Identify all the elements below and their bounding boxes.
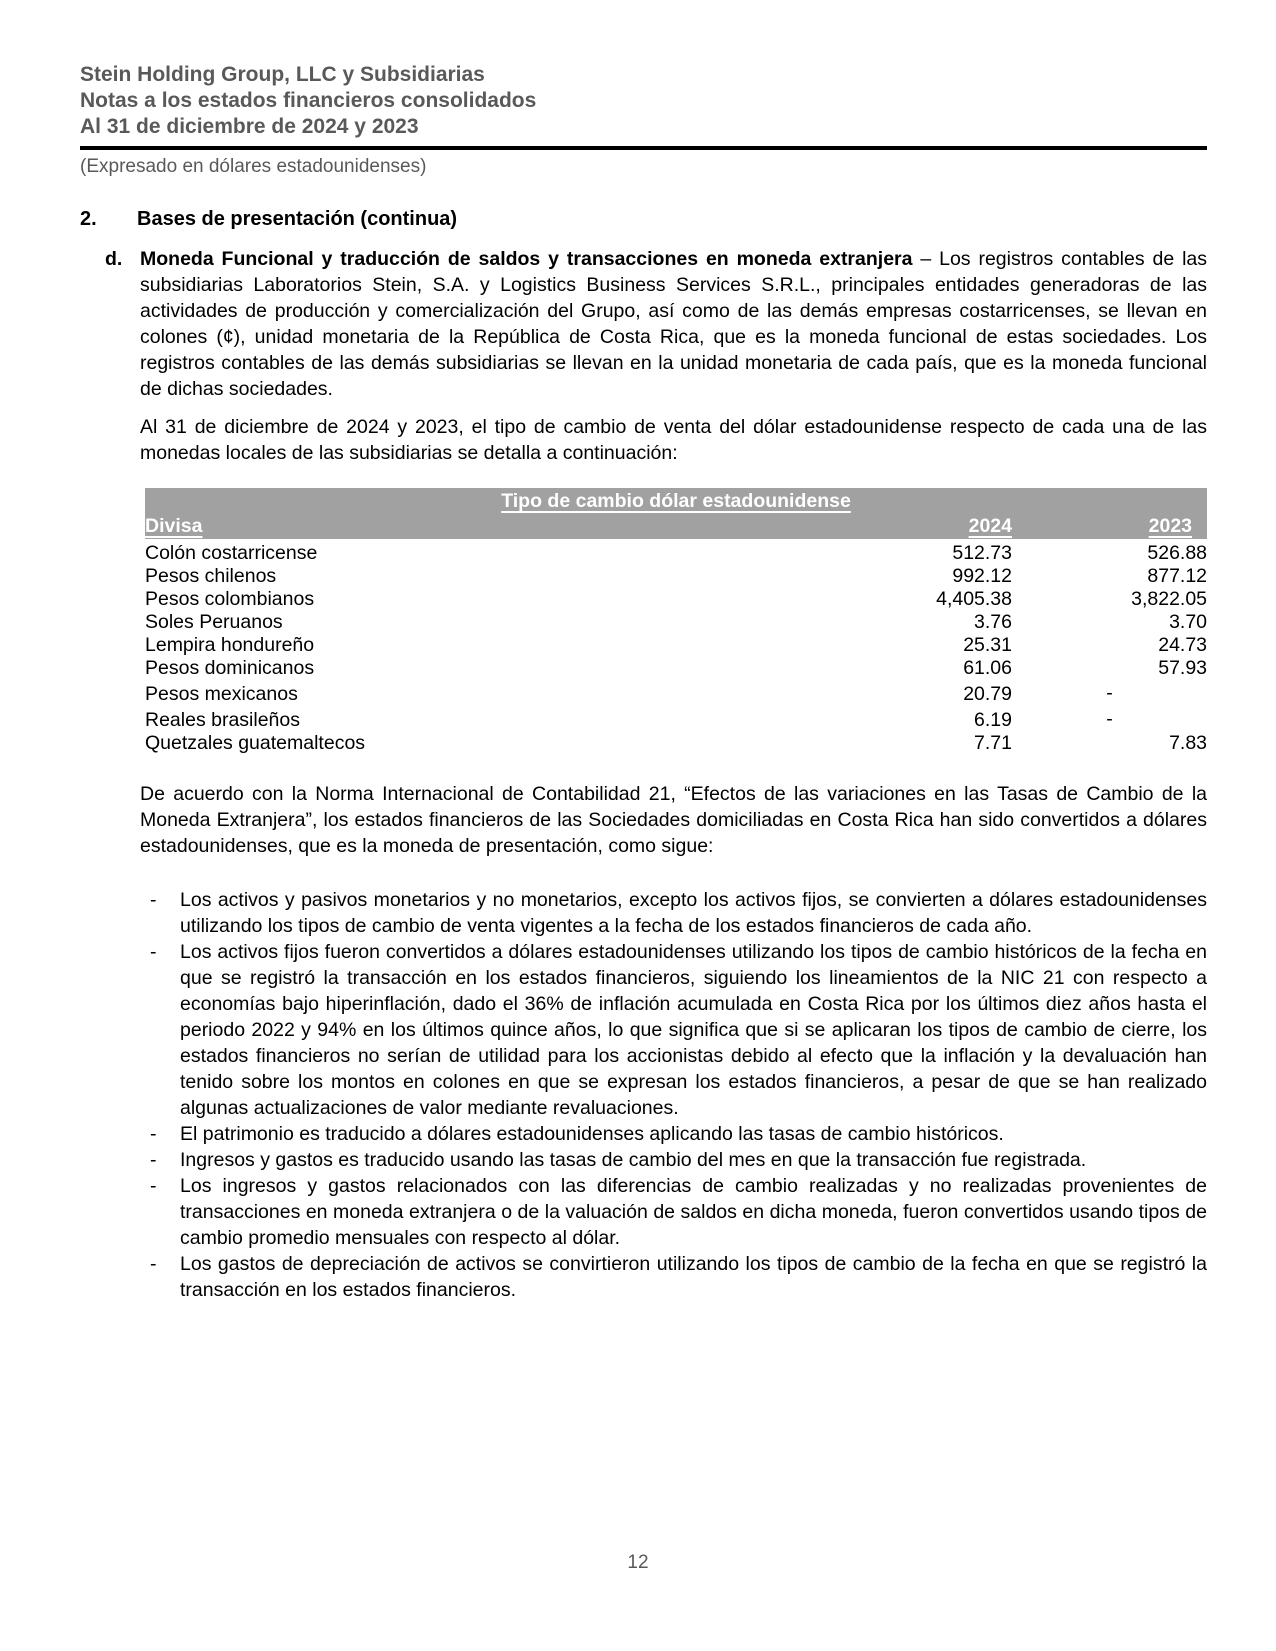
list-item — [150, 939, 1207, 1121]
company-name: Stein Holding Group, LLC y Subsidiarias — [80, 63, 485, 86]
cell-2023: 3.70 — [1169, 611, 1208, 633]
table-title: Tipo de cambio dólar estadounidense — [501, 490, 851, 512]
cell-2023: 24.73 — [1158, 634, 1208, 656]
header-divider-rule — [80, 146, 1207, 150]
bullet-text: Los activos y pasivos monetarios y no monetarios, excepto los activos fijos, se convierten a dólares estadounidenses utilizando los tipos de cambio de venta vigentes a la fecha de los estados financieros de cada año. — [180, 889, 1207, 937]
cell-2023: 877.12 — [1147, 565, 1208, 587]
cell-divisa: Lempira hondureño — [145, 634, 315, 656]
nic21-paragraph: De acuerdo con la Norma Internacional de Contabilidad 21, “Efectos de las variaciones en las Tasas de Cambio de la Moneda Extranjera”, los estados financieros de las Sociedades domiciliadas en Costa Rica han sido convertidos a dólares estadounidenses, que es la moneda de presentación, como sigue: — [140, 783, 1207, 857]
column-header-divisa: Divisa — [145, 514, 797, 539]
table-row — [145, 588, 1207, 611]
cell-divisa: Soles Peruanos — [145, 611, 283, 633]
column-header-2024: 2024 — [797, 514, 1012, 539]
cell-2024: 61.06 — [963, 657, 1012, 679]
bullet-text: Los gastos de depreciación de activos se convirtieron utilizando los tipos de cambio de la fecha en que se registró la transacción en los estados financieros. — [180, 1253, 1207, 1301]
list-item — [150, 1147, 1207, 1173]
bullet-text: Los ingresos y gastos relacionados con las diferencias de cambio realizadas y no realizadas provenientes de transacciones en moneda extranjera o de la valuación de saldos en dicha moneda, fueron convertidos usando tipos de cambio promedio mensuales con respecto al dólar. — [180, 1175, 1207, 1249]
cell-divisa: Pesos chilenos — [145, 565, 277, 587]
bullet-dash: - — [150, 1123, 157, 1145]
bullet-text: Ingresos y gastos es traducido usando las tasas de cambio del mes en que la transacción fue registrada. — [180, 1149, 1087, 1171]
cell-2023: 7.83 — [1169, 732, 1208, 754]
section-heading — [80, 206, 1207, 232]
bullet-text: Los activos fijos fueron convertidos a dólares estadounidenses utilizando los tipos de cambio históricos de la fecha en que se registró la transacción en los estados financieros, siguiendo los lineamientos de la NIC 21 con respecto a economías bajo hiperinflación, dado el 36% de inflación acumulada en Costa Rica por los últimos diez años hasta el periodo 2022 y 94% en los últimos quince años, lo que significa que si se aplicaran los tipos de cambio de cierre, los estados financieros no serían de utilidad para los accionistas debido al efecto que la inflación y la devaluación han tenido sobre los montos en colones en que se expresan los estados financieros, a pesar de que se han realizado algunas actualizaciones de valor mediante revaluaciones. — [180, 941, 1207, 1119]
document-header — [80, 62, 1207, 140]
section-title: Bases de presentación (continua) — [137, 208, 458, 230]
bullet-dash: - — [150, 1149, 157, 1171]
cell-divisa: Pesos colombianos — [145, 588, 315, 610]
cell-2023: 526.88 — [1147, 542, 1208, 564]
table-title-cell — [145, 488, 1207, 514]
bullet-dash: - — [150, 1253, 157, 1275]
cell-2024: 992.12 — [952, 565, 1012, 587]
list-item — [150, 1173, 1207, 1251]
table-row — [145, 732, 1207, 755]
subsection-d-body: – Los registros contables de las subsidiarias Laboratorios Stein, S.A. y Logistics Business Services S.R.L., principales entidades generadoras de las actividades de producción y comercialización del Grupo, así como de las demás empresas costarricenses, se llevan en colones (¢), unidad monetaria de la República de Costa Rica, que es la moneda funcional de estas sociedades. Los registros contables de las demás subsidiarias se llevan en la unidad monetaria de cada país, que es la moneda funcional de dichas sociedades. — [140, 248, 1207, 400]
exchange-rate-table-wrap — [145, 488, 1207, 755]
cell-2024: 20.79 — [963, 683, 1012, 705]
cell-divisa: Pesos dominicanos — [145, 657, 315, 679]
bullet-list — [150, 887, 1207, 1303]
list-item — [150, 1251, 1207, 1303]
table-header-row — [145, 514, 1207, 539]
cell-divisa: Reales brasileños — [145, 709, 301, 731]
intro-paragraph: Al 31 de diciembre de 2024 y 2023, el tipo de cambio de venta del dólar estadounidense respecto de cada una de las monedas locales de las subsidiarias se detalla a continuación: — [140, 416, 1207, 464]
column-header-2023: 2023 — [1012, 514, 1207, 539]
cell-2024: 512.73 — [952, 542, 1012, 564]
table-row — [145, 611, 1207, 634]
table-row — [145, 634, 1207, 657]
exchange-rate-table — [145, 488, 1207, 755]
page-number: 12 — [627, 1552, 649, 1573]
cell-2023-empty: - — [1106, 682, 1113, 704]
currency-note: (Expresado en dólares estadounidenses) — [80, 156, 427, 177]
table-row — [145, 706, 1207, 732]
list-item — [150, 887, 1207, 939]
table-row — [145, 539, 1207, 565]
bullet-dash: - — [150, 1175, 157, 1197]
cell-2023-empty: - — [1106, 708, 1113, 730]
cell-2024: 6.19 — [974, 709, 1012, 731]
cell-divisa: Pesos mexicanos — [145, 683, 298, 705]
table-row — [145, 680, 1207, 706]
bullet-dash: - — [150, 889, 157, 911]
cell-2023: 57.93 — [1158, 657, 1208, 679]
bullet-text: El patrimonio es traducido a dólares estadounidenses aplicando las tasas de cambio históricos. — [180, 1123, 1004, 1145]
section-number: 2. — [80, 208, 97, 230]
cell-divisa: Colón costarricense — [145, 542, 318, 564]
table-row — [145, 565, 1207, 588]
cell-2024: 25.31 — [963, 634, 1012, 656]
cell-2024: 4,405.38 — [936, 588, 1012, 610]
cell-divisa: Quetzales guatemaltecos — [145, 732, 366, 754]
date-line: Al 31 de diciembre de 2024 y 2023 — [80, 115, 419, 138]
list-item — [150, 1121, 1207, 1147]
subsection-d-paragraph — [105, 246, 1207, 402]
table-title-row — [145, 488, 1207, 514]
cell-2024: 7.71 — [974, 732, 1012, 754]
table-row — [145, 657, 1207, 680]
cell-2023: 3,822.05 — [1131, 588, 1208, 610]
cell-2024: 3.76 — [974, 611, 1012, 633]
document-subtitle: Notas a los estados financieros consolidados — [80, 89, 537, 112]
subsection-d-marker: d. — [105, 248, 123, 270]
bullet-dash: - — [150, 941, 157, 963]
subsection-d-lead: Moneda Funcional y traducción de saldos y transacciones en moneda extranjera — [140, 248, 913, 270]
